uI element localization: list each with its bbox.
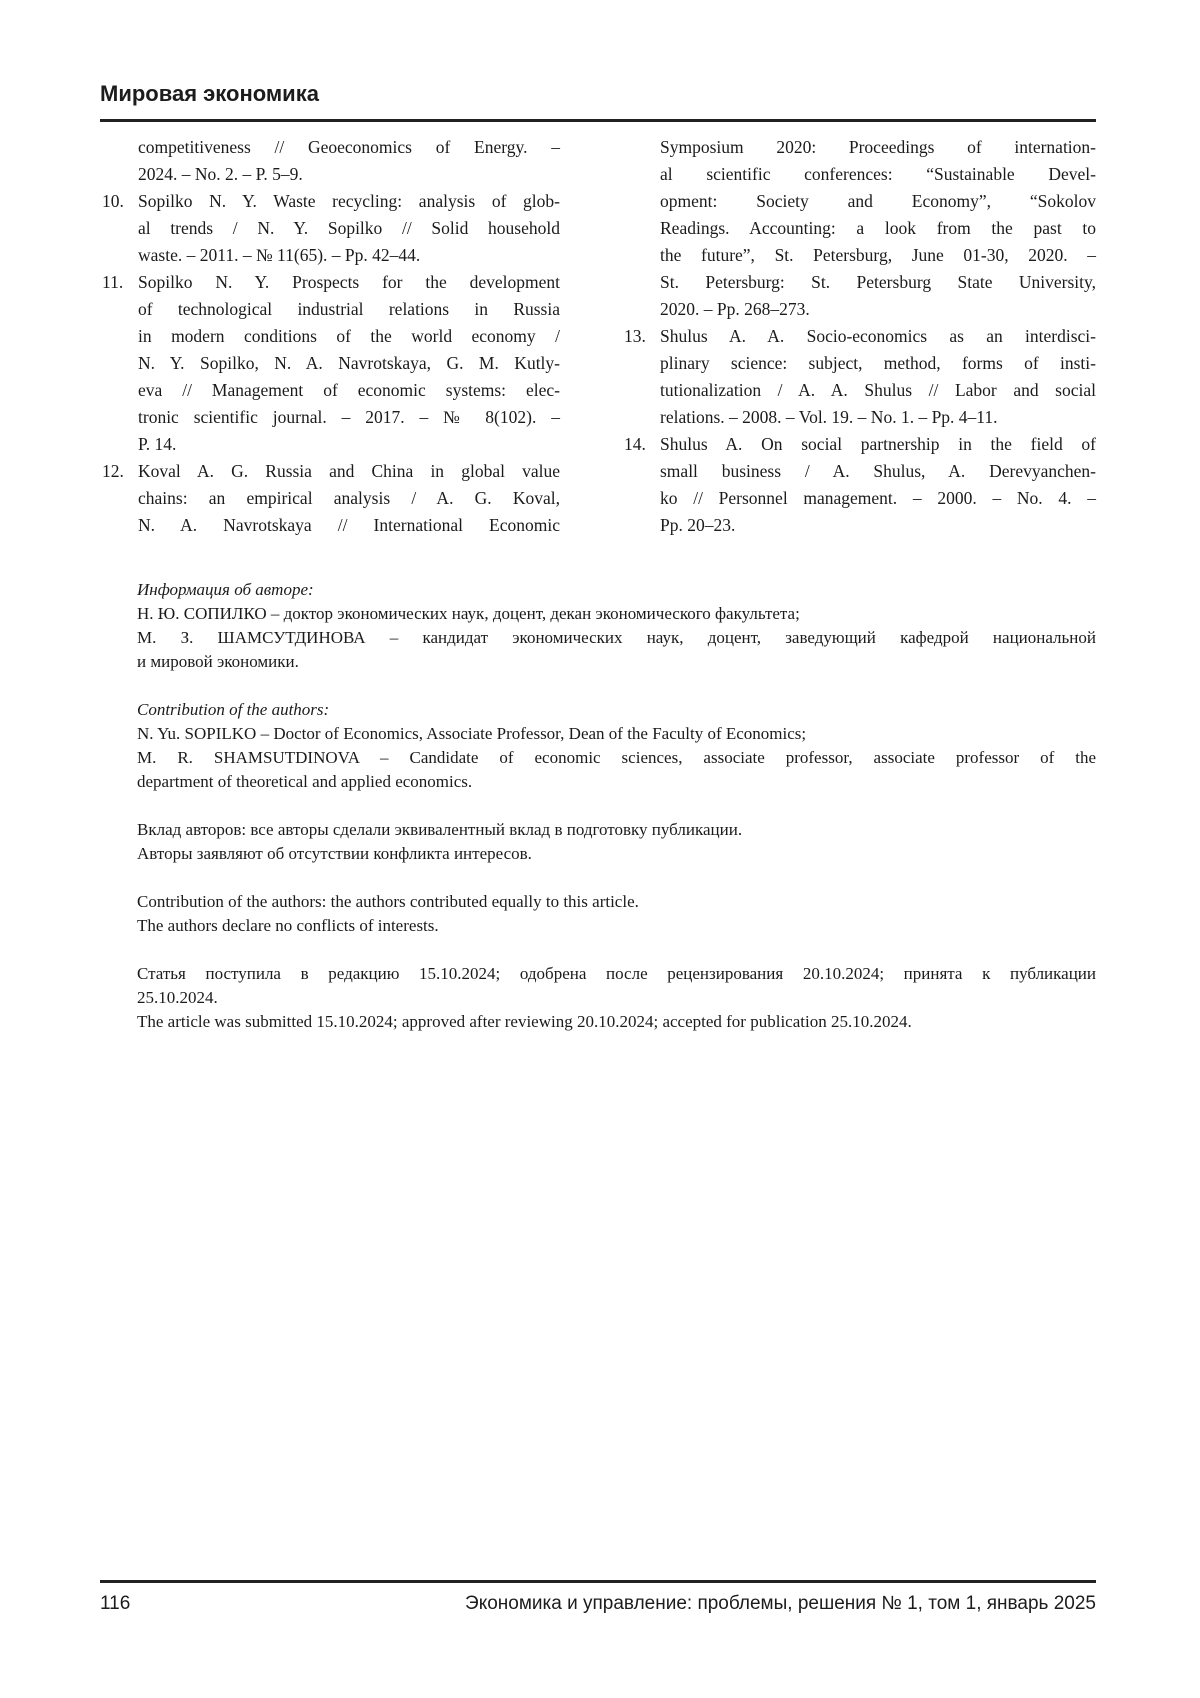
text-line: М. З. ШАМСУТДИНОВА – кандидат экономических наук, доцент, заведующий кафедрой национальной <box>137 628 1096 647</box>
author-info-ru <box>137 602 1096 674</box>
text-line: Вклад авторов: все авторы сделали эквивалентный вклад в подготовку публикации. <box>137 820 743 839</box>
paragraph <box>137 1010 1096 1034</box>
text-line: Koval A. G. Russia and China in global value <box>138 461 560 481</box>
reference-item <box>100 188 560 269</box>
text-line: 2020. – Pp. 268–273. <box>660 299 810 319</box>
paragraph <box>137 722 1096 746</box>
text-line: Sopilko N. Y. Waste recycling: analysis of glob- <box>138 191 560 211</box>
contribution-statement-en <box>137 890 1096 938</box>
text-line: Readings. Accounting: a look from the past to <box>660 218 1096 238</box>
text-line: Symposium 2020: Proceedings of internation- <box>660 137 1096 157</box>
reference-number: 14. <box>624 434 646 454</box>
text-line: The article was submitted 15.10.2024; approved after reviewing 20.10.2024; accepted for publication 25.10.2024. <box>137 1012 912 1031</box>
contribution-statement-ru <box>137 818 1096 866</box>
back-matter <box>137 578 1096 1034</box>
author-info-en-heading: Contribution of the authors: <box>137 700 330 719</box>
text-line: 2024. – No. 2. – P. 5–9. <box>138 164 303 184</box>
text-line: N. Y. Sopilko, N. A. Navrotskaya, G. M. Kutly- <box>138 353 560 373</box>
reference-text <box>660 431 1096 539</box>
text-line: Авторы заявляют об отсутствии конфликта интересов. <box>137 844 532 863</box>
reference-number: 11. <box>102 272 124 292</box>
journal-issue-line: Экономика и управление: проблемы, решения № 1, том 1, январь 2025 <box>465 1593 1096 1614</box>
submission-dates <box>137 962 1096 1034</box>
text-line: tutionalization / A. A. Shulus // Labor and social <box>660 380 1096 400</box>
paragraph <box>137 914 1096 938</box>
reference-number: 13. <box>624 326 646 346</box>
text-line: Shulus A. On social partnership in the field of <box>660 434 1096 454</box>
reference-text <box>660 323 1096 431</box>
paragraph <box>137 890 1096 914</box>
reference-number: 10. <box>102 191 124 211</box>
page-footer <box>100 1592 1096 1616</box>
text-line: и мировой экономики. <box>137 652 299 671</box>
paragraph <box>137 746 1096 794</box>
paragraph <box>137 602 1096 626</box>
references-left-column <box>100 134 560 539</box>
spacer <box>137 938 1096 962</box>
text-line: Sopilko N. Y. Prospects for the development <box>138 272 560 292</box>
paragraph <box>137 626 1096 674</box>
reference-text <box>138 134 560 188</box>
text-line: al trends / N. Y. Sopilko // Solid household <box>138 218 560 238</box>
text-line: in modern conditions of the world economy / <box>138 326 560 346</box>
text-line: N. Yu. SOPILKO – Doctor of Economics, Associate Professor, Dean of the Faculty of Economics; <box>137 724 807 743</box>
text-line: al scientific conferences: “Sustainable Devel- <box>660 164 1096 184</box>
reference-text <box>138 458 560 539</box>
reference-item <box>622 134 1096 323</box>
page-number: 116 <box>100 1593 131 1614</box>
spacer <box>137 794 1096 818</box>
reference-text <box>138 188 560 269</box>
text-line: waste. – 2011. – № 11(65). – Pp. 42–44. <box>138 245 421 265</box>
text-line: 25.10.2024. <box>137 988 218 1007</box>
text-line: tronic scientific journal. – 2017. – № 8(102). – <box>138 407 560 427</box>
reference-text <box>660 134 1096 323</box>
text-line: relations. – 2008. – Vol. 19. – No. 1. – Pp. 4–11. <box>660 407 998 427</box>
spacer <box>137 674 1096 698</box>
text-line: P. 14. <box>138 434 177 454</box>
reference-item <box>622 431 1096 539</box>
text-line: plinary science: subject, method, forms of insti- <box>660 353 1096 373</box>
text-line: small business / A. Shulus, A. Derevyanchen- <box>660 461 1096 481</box>
text-line: of technological industrial relations in Russia <box>138 299 560 319</box>
text-line: The authors declare no conflicts of interests. <box>137 916 439 935</box>
text-line: Статья поступила в редакцию 15.10.2024; одобрена после рецензирования 20.10.2024; принята к публикации <box>137 964 1096 983</box>
text-line: Н. Ю. СОПИЛКО – доктор экономических наук, доцент, декан экономического факультета; <box>137 604 800 623</box>
text-line: Contribution of the authors: the authors contributed equally to this article. <box>137 892 639 911</box>
reference-item <box>100 134 560 188</box>
spacer <box>137 866 1096 890</box>
text-line: Shulus A. A. Socio-economics as an interdisci- <box>660 326 1096 346</box>
text-line: ko // Personnel management. – 2000. – No. 4. – <box>660 488 1096 508</box>
text-line: opment: Society and Economy”, “Sokolov <box>660 191 1096 211</box>
text-line: Pp. 20–23. <box>660 515 736 535</box>
reference-text <box>138 269 560 458</box>
paragraph <box>137 962 1096 1010</box>
reference-number: 12. <box>102 461 124 481</box>
text-line: chains: an empirical analysis / A. G. Koval, <box>138 488 560 508</box>
paragraph <box>137 842 1096 866</box>
references-list <box>100 134 1096 539</box>
header-rule <box>100 119 1096 122</box>
section-title: Мировая экономика <box>100 81 319 106</box>
footer-rule <box>100 1580 1096 1583</box>
author-info-en <box>137 722 1096 794</box>
text-line: competitiveness // Geoeconomics of Energy. – <box>138 137 560 157</box>
text-line: department of theoretical and applied economics. <box>137 772 473 791</box>
reference-item <box>622 323 1096 431</box>
text-line: eva // Management of economic systems: elec- <box>138 380 560 400</box>
paragraph <box>137 818 1096 842</box>
text-line: St. Petersburg: St. Petersburg State University, <box>660 272 1096 292</box>
text-line: N. A. Navrotskaya // International Economic <box>138 515 560 535</box>
reference-item <box>100 458 560 539</box>
text-line: M. R. SHAMSUTDINOVA – Candidate of economic sciences, associate professor, associate professor of the <box>137 748 1096 767</box>
author-info-ru-heading: Информация об авторе: <box>137 580 314 599</box>
references-right-column <box>622 134 1096 539</box>
text-line: the future”, St. Petersburg, June 01-30, 2020. – <box>660 245 1096 265</box>
reference-item <box>100 269 560 458</box>
